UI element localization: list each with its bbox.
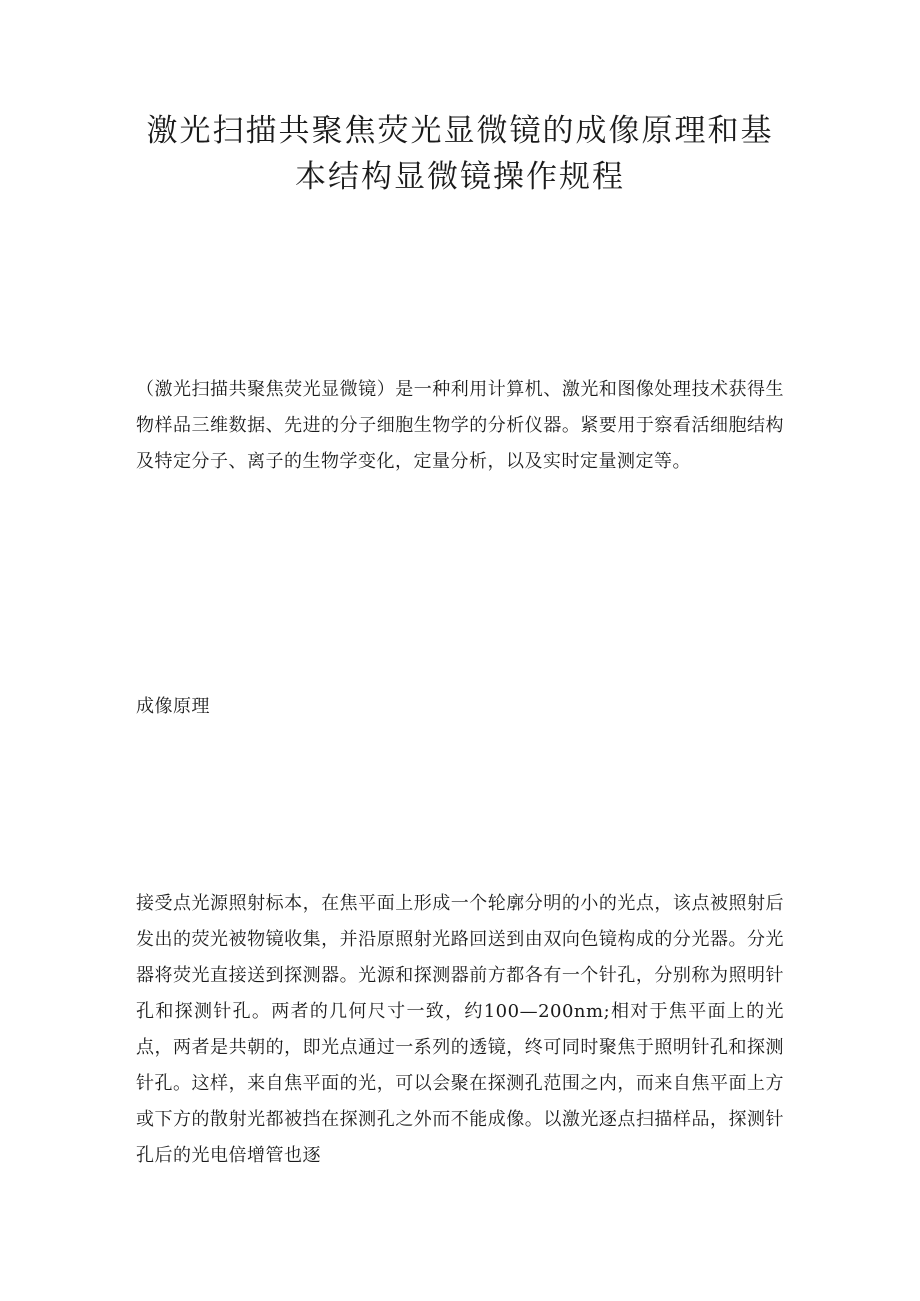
document-title: [130, 108, 790, 200]
section-heading-imaging-principle: 成像原理: [136, 696, 210, 717]
intro-paragraph: （激光扫描共聚焦荧光显微镜）是一种利用计算机、激光和图像处理技术获得生物样品三维数据、先进的分子细胞生物学的分析仪器。紧要用于察看活细胞结构及特定分子、离子的生物学变化，定量分析，以及实时定量测定等。: [136, 379, 784, 472]
imaging-principle-paragraph: 接受点光源照射标本，在焦平面上形成一个轮廓分明的小的光点，该点被照射后发出的荧光被物镜收集，并沿原照射光路回送到由双向色镜构成的分光器。分光器将荧光直接送到探测器。光源和探测器前方都各有一个针孔，分别称为照明针孔和探测针孔。两者的几何尺寸一致，约100—200nm;相对于焦平面上的光点，两者是共朝的，即光点通过一系列的透镜，终可同时聚焦于照明针孔和探测针孔。这样，来自焦平面的光，可以会聚在探测孔范围之内，而来自焦平面上方或下方的散射光都被挡在探测孔之外而不能成像。以激光逐点扫描样品，探测针孔后的光电倍增管也逐: [136, 893, 784, 1166]
document-title-line-1: 激光扫描共聚焦荧光显微镜的成像原理和基: [146, 113, 774, 149]
document-title-line-2: 本结构显微镜操作规程: [295, 159, 625, 195]
